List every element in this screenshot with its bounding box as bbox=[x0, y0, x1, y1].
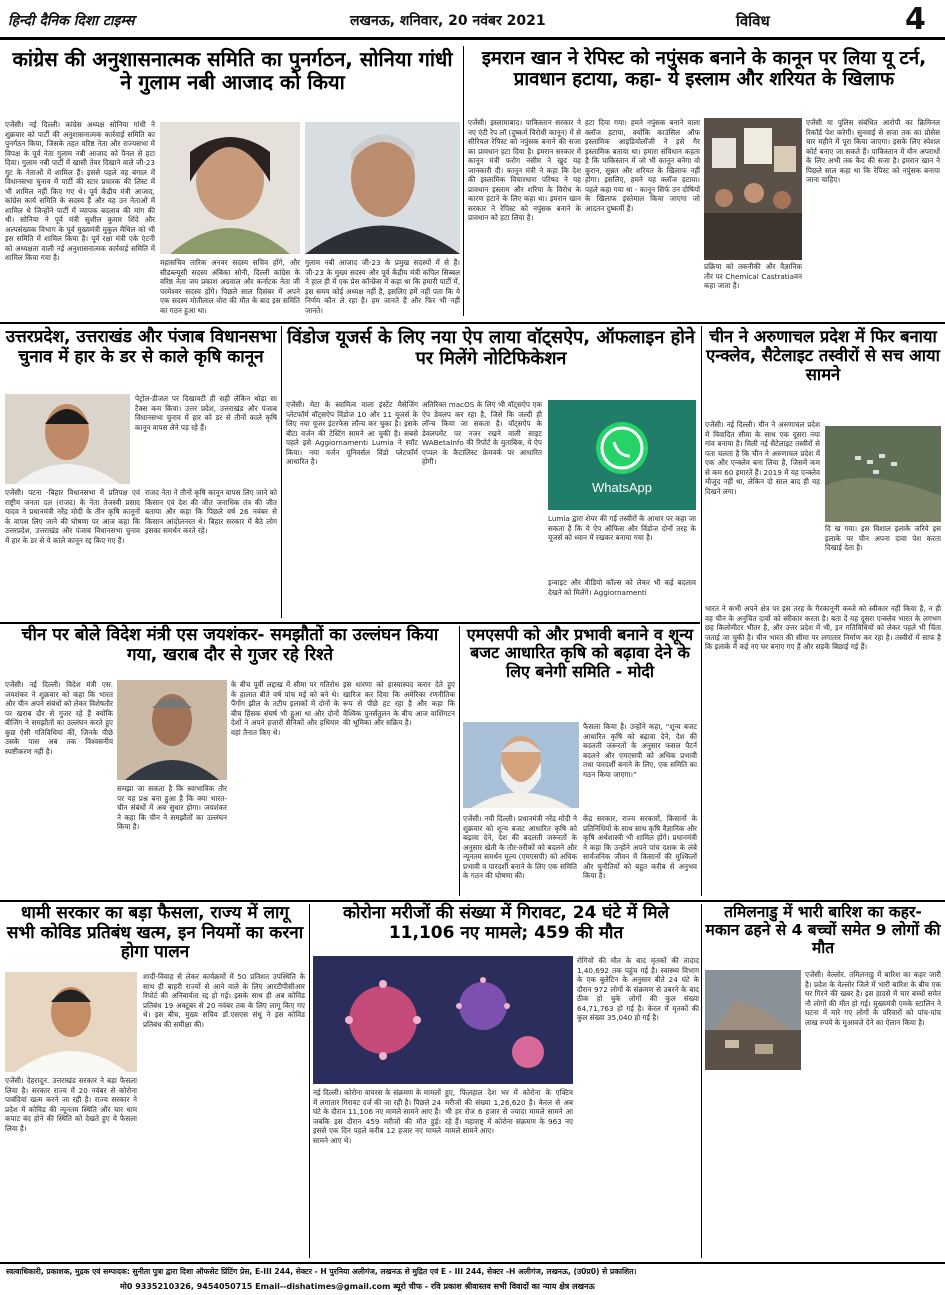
body-text: एजेंसी। नई दिल्ली। विदेश मंत्री एस. जयशंकर ने शुक्रवार को कहा कि भारत और चीन अपने संबंधों को लेकर विशेषतौर पर खराब दौर से गुजर रहे हैं क्योंकि बीजिंग ने समझौतों का उल्लंघन करते हुए कुछ ऐसी गतिविधियां कीं, जिनके पीछे उसके पास अब तक विश्वसनीय स्पष्टीकरण नहीं है। bbox=[5, 680, 113, 756]
photo-caption: दि ख गया। इस विशाल इलाके जरिये इस इलाके पर चीन अपना दावा पेश करता दिखाई देता है। bbox=[825, 524, 941, 552]
column-divider bbox=[701, 904, 702, 1258]
divider bbox=[0, 622, 700, 624]
article-tamilnadu-rain bbox=[705, 904, 941, 1258]
headline: कांग्रेस की अनुशासनात्मक समिति का पुनर्गठन, सोनिया गांधी ने गुलाम नबी आजाद को किया bbox=[12, 47, 453, 94]
body-text: राजद नेता ने तीनों कृषि कानून वापस लिए जाने को किसान एवं देश की जीत जनाधिक तंत्र की जीत बताया और कहा कि पिछले वर्ष 26 नवंबर से किसान आंदोलनरत थे। बिहार सरकार में बैठे लोग इसका समर्थन करते रहे। bbox=[145, 488, 277, 535]
body-text: इन्वाइट और वीडियो कॉल्स को लेकर भी कई बदलाव देखने को मिलेंगे। Aggiornamenti bbox=[548, 578, 696, 597]
section-name: विविध bbox=[736, 12, 770, 30]
body-text: केंद्र सरकार, राज्य सरकारों, किसानों के प्रतिनिधियों के साथ साथ कृषि वैज्ञानिक और कृषि अर्थशास्त्री भी शामिल होंगे। प्रधानमंत्री ने कहा कि उन्होंने अपने पांच दशक के लंबे सार्वजनिक जीवन में किसानों की मुश्किलों और चुनौतियों को बहुत करीब से अनुभव किया है। bbox=[583, 814, 697, 880]
body-text: समझा जा सकता है कि स्वाभाविक तौर पर यह प्रश्न बना हुआ है कि क्या भारत-चीन संबंधों में अब सुधार होगा। जयशंकर ने कहा कि चीन ने समझौतों का उल्लंघन किया है। bbox=[117, 784, 227, 831]
body-text: इस धारणा को हास्यास्पद करार देते हुए खारिज कर दिया कि अमेरिका रणनीतिक रूप से पीछे हट रहा है और कहा कि वैश्विक पुनर्संतुलन के बीच आज वाशिंगटन की भूमिका और सक्रिय है। bbox=[343, 680, 455, 727]
dateline: लखनऊ, शनिवार, 20 नवंबर 2021 bbox=[350, 13, 546, 29]
headline: कोरोना मरीजों की संख्या में गिरावट, 24 घंटे में मिले 11,106 नए मामले; 459 की मौत bbox=[342, 903, 670, 943]
ghulam-nabi-azad-photo bbox=[305, 122, 460, 254]
sonia-gandhi-photo bbox=[160, 122, 300, 254]
article-msp-modi bbox=[463, 626, 697, 896]
article-dhami-govt bbox=[5, 904, 305, 1258]
body-text: नई दिल्ली। कोरोना वायरस के संक्रमण के मामलों में लगातार गिरावट दर्ज की जा रही है। पिछले 24 घंटे के दौरान 11,106 नए मामले सामने आए हैं। जबकि इस दौरान 459 मरीजों की मौत हुई। इससे एक दिन पहले करीब 12 हजार नए मामले सामने आए थे। bbox=[313, 1088, 441, 1145]
body-text: एजेंसी। नई दिल्ली। चीन ने अरुणाचल प्रदेश में विवादित सीमा के साथ एक दूसरा नया गांव बनाया है। मिली नई सैटेलाइट तस्वीरों से पता चलता है कि चीन ने अरुणाचल प्रदेश में एक और एन्क्लेव बना लिया है, जिसमें कम से कम 60 इमारतें हैं। 2019 में यह एन्क्लेव मौजूद नहीं था, लेकिन दो साल बाद ही यह दिखने लगा। bbox=[705, 420, 820, 496]
rain-damage-photo bbox=[705, 970, 801, 1070]
headline: उत्तरप्रदेश, उत्तराखंड और पंजाब विधानसभा चुनाव में हार के डर से काले कृषि कानून bbox=[5, 327, 277, 367]
headline: तमिलनाडु में भारी बारिश का कहर- मकान ढहने से 4 बच्चों समेत 9 लोगों की मौत bbox=[705, 903, 941, 957]
column-divider bbox=[463, 46, 464, 316]
article-imran-khan bbox=[468, 48, 940, 316]
body-text: पेट्रोल-डीजल पर दिखावटी ही सही लेकिन थोड़ा सा टैक्स कम किया। उत्तर प्रदेश, उत्तराखंड और पंजाब विधानसभा चुनाव में हार को डर से तीनों काले कृषि कानून वापस लेने पड़ रहे हैं। bbox=[135, 394, 277, 432]
body-text: हटा दिया गया। हमने नपुंसक बनाने वाला क्लॉज हटाया, क्योंकि काउंसिल ऑफ इस्लामिक आइडियोलॉजी ने इसे गैर इस्लामिक बताया था। हमारा संविधान कहता है कि पाकिस्तान में जो भी कानून बनेगा वो कुरान, सुन्नत और शरियत के खिलाफ नहीं होगा। इसलिए, हमने यह क्लॉज हटाया। पहले कहा गया था - कानून सिर्फ उन दोषियों के खिलाफ इस्तेमाल किया जाएगा जो आदतन दुष्कर्मी हैं। bbox=[585, 118, 700, 213]
headline: विंडोज यूजर्स के लिए नया ऐप लाया वॉट्सऐप, ऑफलाइन होने पर मिलेंगे नोटिफिकेशन bbox=[287, 327, 695, 369]
body-text: एजेंसी या पुलिस संबंधित आरोपी का क्रिमिनल रिकॉर्ड पेश करेगी। सुनवाई से सजा तक का प्रोसेस चार महीने में पूरा किया जाएगा। इसके लिए स्पेशल कोर्ट बनाए जा सकते हैं। पाकिस्तान में यौन अपराधों के लिए अभी तक कैद की सजा है। इमरान खान ने पिछले साल कहा था कि रेपिस्ट को नपुंसक बनाया जाना चाहिए। bbox=[806, 118, 940, 184]
body-text: शादी-विवाह से लेकर कार्यक्रमों में 50 प्रतिशत उपस्थिति के साथ ही बाहरी राज्यों से आने वाले के लिए आरटीपीसीआर रिपोर्ट की अनिवार्यता रद्द हो गई। इसके साथ ही अब कोविड प्रतिबंध 19 अक्टूबर से 20 नवंबर तक के लिए लागू किए गए थे। इस बीच, मुख्य सचिव डॉ.एसएस संधु ने इस कोविड प्रतिबंध की समीक्षा की। bbox=[143, 972, 305, 1029]
headline: इमरान खान ने रेपिस्ट को नपुंसक बनाने के कानून पर लिया यू टर्न, प्रावधान हटाया, कहा- ये इस्लाम और शरियत के खिलाफ bbox=[481, 48, 927, 91]
body-text: भारत ने कभी अपने क्षेत्र पर इस तरह के गैरकानूनी कब्जे को स्वीकार नहीं किया है, न ही वह चीन के अनुचित दावों को स्वीकार करता है। बता दें यह दूसरा एन्क्लेव भारत के लगभग छह किलोमीटर भीतर है, और उत्तर प्रदेश में भी, इन गतिविधियों को लेकर पहले भी चिंता जताई जा चुकी है। चीन भारत की सीमा पर लगातार निर्माण कर रहा है। तस्वीरों में साफ है कि इलाके में कई नए घर बनाए गए हैं और सड़कें बिछाई गई हैं। bbox=[705, 604, 941, 651]
article-farm-laws bbox=[5, 328, 277, 618]
article-corona bbox=[313, 904, 699, 1258]
satellite-image bbox=[825, 426, 941, 522]
photo-caption: Lumia द्वारा शेयर की गई तस्वीरों के आधार पर कहा जा सकता है कि ये ऐप ऑफिस और विंडोज दोनों तरह के यूजर्स को ध्यान में रखकर बनाया गया है। bbox=[548, 514, 696, 542]
imprint-footer bbox=[0, 1262, 945, 1295]
article-jaishankar bbox=[5, 626, 455, 896]
body-text: एजेंसी। इस्लामाबाद। पाकिस्तान सरकार ने नए एंटी रेप लॉ (दुष्कर्म विरोधी कानून) में से सीरियल रेपिस्ट को नपुंसक बनाने की सजा का प्रावधान हटा दिया है। इमरान सरकार में कानून मंत्री फरोग नसीम ने खुद यह जानकारी दी। कानून मंत्री ने कहा कि देश की इस्लामिक विचारधारा परिषद ने यह प्रावधान इस्लाम और शरिया के विरोध के कारण हटाने के लिए कहा था। इमरान खान सरकार ने रेपिस्ट को नपुंसक बनाने के प्रावधान को हटा लिया है। bbox=[468, 118, 581, 222]
column-divider bbox=[701, 326, 702, 896]
article-whatsapp bbox=[286, 328, 696, 618]
body-text: अतिरिक्त macOS के लिए भी वॉट्सऐप एक ऐप डेवलप कर रहा है, जिसे कि जल्दी ही लॉन्च किया जा सकता है। वॉट्सऐप के डेवलपमेंट पर नजर रखने वाली साइट WABetaInfo की रिपोर्ट के मुताबिक, ये ऐप एप्पल के कैटालिस्ट फ्रेमवर्क पर आधारित होगी। bbox=[422, 400, 542, 466]
body-text: हुए, फिलहाल देश भर में कोरोना के एक्टिव मरीजों की संख्या 1,26,620 है। केरल से अब भी हर रोज 6 हजार से ज्यादा मामले सामने आ रहे हैं। महाराष्ट्र में कोरोना संक्रमण के 963 नए मामले सामने आए। bbox=[445, 1088, 573, 1135]
headline: चीन पर बोले विदेश मंत्री एस जयशंकर- समझौतों का उल्लंघन किया गया, खराब दौर से गुजर रहे रिश्ते bbox=[21, 625, 439, 665]
paper-name: हिन्दी दैनिक दिशा टाइम्स bbox=[8, 13, 135, 29]
coronavirus-image bbox=[313, 956, 573, 1084]
imprint-line: स्वत्वाधिकारी, प्रकाशक, मुद्रक एवं सम्पादक: सुनीता पुत्रा द्वारा दिशा ऑफसेट प्रिंटिंग प्रेस, E-III 244, सेक्टर - H पुरनिया अलीगंज, लखनऊ से मुद्रित एवं E - III 244, सेक्टर -H अलीगंज, लखनऊ, (उ0प्र0) से प्रकाशित। bbox=[6, 1267, 637, 1276]
contact-line: मो0 9335210326, 9454050715 Email--dishatimes@gmail.com ब्यूरो चीफ - रवि प्रकाश श्रीवास्तव सभी विवादों का न्याय क्षेत्र लखनऊ bbox=[120, 1282, 595, 1291]
article-china-arunachal bbox=[705, 328, 941, 898]
column-divider bbox=[309, 904, 310, 1258]
narendra-modi-photo bbox=[463, 722, 579, 808]
whatsapp-logo-photo bbox=[548, 400, 696, 510]
divider bbox=[0, 900, 945, 902]
body-text: एजेंसी। नयी दिल्ली। प्रधानमंत्री नरेंद्र मोदी ने शुक्रवार को शून्य बजट आधारित कृषि को बढ़ावा देने, देश की बदलती जरूरतों के अनुसार खेती के तौर-तरीकों को बदलने और न्यूनतम समर्थन मूल्य (एमएसपी) को अधिक प्रभावी व पारदर्शी बनाने के लिए एक समिति के गठन की घोषणा की। bbox=[463, 814, 577, 880]
article-congress bbox=[5, 48, 460, 316]
body-text: एजेंसी। नई दिल्ली। कांग्रेस अध्यक्ष सोनिया गांधी ने शुक्रवार को पार्टी की अनुशासनात्मक कार्रवाई समिति का पुनर्गठन किया, जिसके तहत वरिष्ठ नेता और राज्यसभा में विपक्ष के पूर्व नेता गुलाम नबी आजाद को पैनल से हटा दिया। गुलाम नबी पार्टी में खासी तेवर दिखाने वाले जी-23 गुट के नेताओं में शामिल हैं। इससे पहले वह बंगाल में विधानसभा चुनाव में पार्टी की स्टार प्रचारक की लिस्ट में भी शामिल नहीं किए गए थे। पूर्व केंद्रीय मंत्री आजाद, कांग्रेस कार्य समिति के सदस्य हैं और वह उन नेताओं में शामिल थे जिन्होंने पार्टी में व्यापक बदलाव की मांग की थी। सोनिया ने पूर्व मंत्री सुशील कुमार शिंदे और अल्पसंख्यक विभाग के पूर्व मुख्यमंत्री मुकुल मैथिल को भी इस समिति में शामिल किया है। पूर्व रक्षा मंत्री एके एंटनी को अध्यक्षता वाली नई अनुशासनात्मक कार्रवाई समिति में शामिल किया गया है। bbox=[5, 120, 155, 262]
headline: एमएसपी को और प्रभावी बनाने व शून्य बजट आधारित कृषि को बढ़ावा देने के लिए बनेगी समिति - मोदी bbox=[466, 625, 694, 681]
pushkar-dhami-photo bbox=[5, 972, 137, 1072]
protest-photo bbox=[704, 118, 802, 260]
body-text: एजेंसी। देहरादून. उत्तराखंड सरकार ने बड़ा फैसला लिया है। सरकार राज्य में 20 नवंबर से कोरोना पाबंदियां खत्म करने जा रही है। राज्य सरकार ने प्रदेश में कोविड की न्यूनतम स्थिति और चार धाम कपाट बंद होने की स्थिति को देखते हुए ये फैसला लिया है। bbox=[5, 1076, 137, 1133]
body-text: फैसला किया है। उन्होंने कहा, “शून्य बजट आधारित कृषि को बढ़ावा देने, देश की बदलती जरूरतों के अनुसार फसल पैटर्न बदलने और एमएसपी को अधिक प्रभावी तथा पारदर्शी बनाने के लिए, एक समिति का गठन किया जाएगा।” bbox=[583, 722, 697, 779]
tejashwi-yadav-photo bbox=[5, 394, 130, 484]
body-text: एजेंसी। पटना -बिहार विधानसभा में प्रतिपक्ष एवं राष्ट्रीय जनता दल (राजद) के नेता तेजस्वी प्रसाद यादव ने प्रधानमंत्री नरेंद्र मोदी के तीन कृषि कानूनों के वापस लिए जाने की घोषणा पर आज कहा कि उत्तरप्रदेश, उत्तराखंड और पंजाब विधानसभा चुनाव में हार के डर से ये काले कानून रद्द किए गए हैं। bbox=[5, 488, 140, 545]
body-text: महासचिव तारिक अनवर सदस्य सचिव होंगे, और सीडब्ल्यूसी सदस्य अंबिका सोनी, दिल्ली कांग्रेस के वरिष्ठ नेता जय प्रकाश अग्रवाल और कर्नाटक नेता जी परमेश्वर सदस्य होंगे। पिछले साल दिसंबर में अपने एक सदस्य मोतीलाल वोरा की मौत के बाद इस समिति का गठन हुआ था। bbox=[160, 258, 300, 315]
column-divider bbox=[281, 326, 282, 618]
masthead bbox=[0, 0, 945, 40]
column-divider bbox=[459, 626, 460, 896]
headline: चीन ने अरुणाचल प्रदेश में फिर बनाया एन्क्लेव, सैटेलाइट तस्वीरों से सच आया सामने bbox=[706, 327, 940, 384]
headline: धामी सरकार का बड़ा फैसला, राज्य में लागू सभी कोविड प्रतिबंध खत्म, इन नियमों का करना होगा पालन bbox=[6, 903, 304, 963]
photo-caption: प्रक्रिया को तकनीकी और वैज्ञानिक तौर पर Chemical Castratiaवन कहा जाता है। bbox=[704, 262, 802, 290]
body-text: एजेंसी। मेटा के स्वामित्व वाला इंस्टेंट मैसेजिंग प्लेटफॉर्म वॉट्सऐप विंडोज 10 और 11 यूजर्स के लिए नया यूजर इंटरफेस लॉन्च कर चुका है। इसके बीटा वर्जन की टेस्टिंग सामने आ चुकी है। सबसे पहले इसे Aggiornamenti Lumia ने स्पॉट किया। नया वर्जन यूनिवर्सल विंडो प्लेटफॉर्म आधारित है। bbox=[286, 400, 418, 466]
divider bbox=[0, 322, 945, 324]
page-number: 4 bbox=[905, 2, 926, 37]
body-text: एजेंसी। वेल्लोर. तमिलनाडु में बारिश का कहर जारी है। प्रदेश के वेल्लोर जिले में भारी बारिश के बीच एक घर गिरने की खबर है। इस हादसे में चार बच्चों समेत नौ लोगों की मौत हो गई। मुख्यमंत्री एमके स्टालिन ने घटना में मारे गए लोगों के परिवारों को पांच-पांच लाख रुपये के मुआवजे देने का ऐलान किया है। bbox=[805, 970, 941, 1027]
body-text: रोगियों की मौत के बाद मृतकों की तादाद 1,40,692 तक पहुंच गई है। स्वास्थ्य विभाग के एक बुलेटिन के अनुसार बीते 24 घंटे के दौरान 972 लोगों के संक्रमण से उबरने के बाद ठीक हो चुके लोगों की कुल संख्या 64,71,763 हो गई है। केरल में मृतकों की कुल संख्या 35,040 हो गई है। bbox=[577, 956, 699, 1022]
jaishankar-photo bbox=[117, 680, 227, 780]
body-text: गुलाम नबी आजाद जी-23 के प्रमुख सदस्यों में से हैं। जी-23 के मुख्य सदस्य और पूर्व केंद्रीय मंत्री कपिल सिब्बल ने हाल ही में एक प्रेस कॉन्फ्रेंस में कहा था कि हमारी पार्टी में, इस समय कोई अध्यक्ष नहीं है, इसलिए हमें नहीं पता कि ये निर्णय कौन ले रहा है। हम जानते हैं और फिर भी नहीं जानते। bbox=[305, 258, 460, 315]
svg-text:WhatsApp: WhatsApp bbox=[592, 480, 652, 495]
body-text: के बीच पूर्वी लद्दाख में सीमा पर गतिरोध के हालात बीते वर्ष पांच मई को बने थे। पैंगोंग झील के तटीय इलाकों में दोनों के बीच हिंसक संघर्ष भी हुआ था और दोनों देशों ने अपने हजारों सैनिकों और हथियार वहां तैनात किए थे। bbox=[231, 680, 339, 737]
